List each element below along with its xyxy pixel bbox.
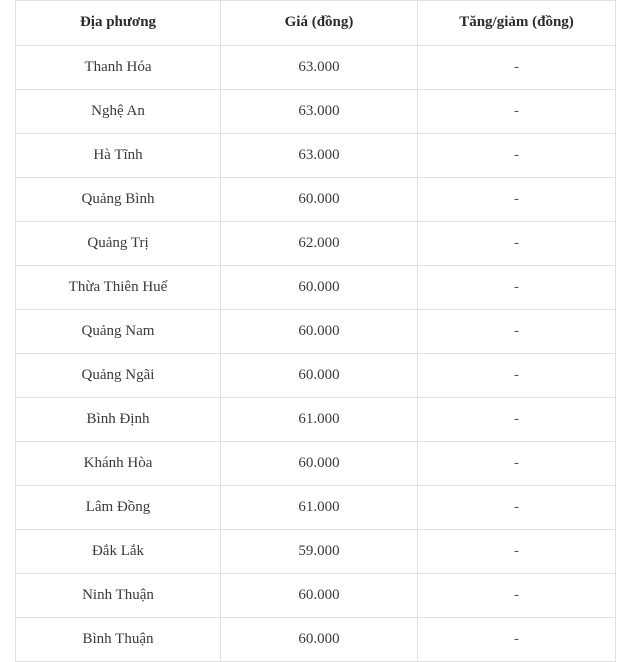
cell-price: 59.000	[221, 530, 418, 574]
cell-change: -	[418, 442, 616, 486]
cell-price: 63.000	[221, 134, 418, 178]
cell-change: -	[418, 266, 616, 310]
cell-change: -	[418, 134, 616, 178]
table-row	[16, 618, 616, 662]
table-row	[16, 486, 616, 530]
cell-price: 60.000	[221, 266, 418, 310]
table-row	[16, 222, 616, 266]
table-header	[16, 1, 616, 46]
cell-province: Quảng Bình	[16, 178, 221, 222]
table-header-row	[16, 1, 616, 46]
cell-change: -	[418, 574, 616, 618]
cell-province: Lâm Đồng	[16, 486, 221, 530]
cell-change: -	[418, 222, 616, 266]
cell-change: -	[418, 398, 616, 442]
cell-province: Thanh Hóa	[16, 46, 221, 90]
cell-change: -	[418, 310, 616, 354]
cell-price: 61.000	[221, 486, 418, 530]
column-header-province: Địa phương	[16, 1, 221, 46]
cell-change: -	[418, 530, 616, 574]
cell-change: -	[418, 178, 616, 222]
table-row	[16, 530, 616, 574]
table-row	[16, 574, 616, 618]
table-row	[16, 90, 616, 134]
table-row	[16, 134, 616, 178]
regional-price-table	[15, 0, 616, 662]
cell-price: 62.000	[221, 222, 418, 266]
cell-province: Quảng Ngãi	[16, 354, 221, 398]
table-body	[16, 46, 616, 662]
cell-price: 60.000	[221, 442, 418, 486]
column-header-change: Tăng/giảm (đồng)	[418, 1, 616, 46]
cell-province: Ninh Thuận	[16, 574, 221, 618]
table-row	[16, 354, 616, 398]
cell-province: Bình Thuận	[16, 618, 221, 662]
cell-province: Nghệ An	[16, 90, 221, 134]
cell-price: 63.000	[221, 46, 418, 90]
cell-change: -	[418, 90, 616, 134]
cell-price: 60.000	[221, 618, 418, 662]
cell-change: -	[418, 486, 616, 530]
table-row	[16, 266, 616, 310]
cell-change: -	[418, 618, 616, 662]
cell-province: Quảng Nam	[16, 310, 221, 354]
cell-province: Hà Tĩnh	[16, 134, 221, 178]
column-header-price: Giá (đồng)	[221, 1, 418, 46]
table-row	[16, 310, 616, 354]
cell-price: 61.000	[221, 398, 418, 442]
cell-province: Đắk Lắk	[16, 530, 221, 574]
cell-province: Khánh Hòa	[16, 442, 221, 486]
cell-province: Thừa Thiên Huế	[16, 266, 221, 310]
cell-price: 60.000	[221, 574, 418, 618]
table-row	[16, 46, 616, 90]
cell-province: Bình Định	[16, 398, 221, 442]
table-row	[16, 442, 616, 486]
cell-price: 60.000	[221, 354, 418, 398]
cell-price: 60.000	[221, 178, 418, 222]
table-row	[16, 398, 616, 442]
cell-price: 60.000	[221, 310, 418, 354]
table-row	[16, 178, 616, 222]
cell-change: -	[418, 46, 616, 90]
cell-province: Quảng Trị	[16, 222, 221, 266]
cell-change: -	[418, 354, 616, 398]
cell-price: 63.000	[221, 90, 418, 134]
